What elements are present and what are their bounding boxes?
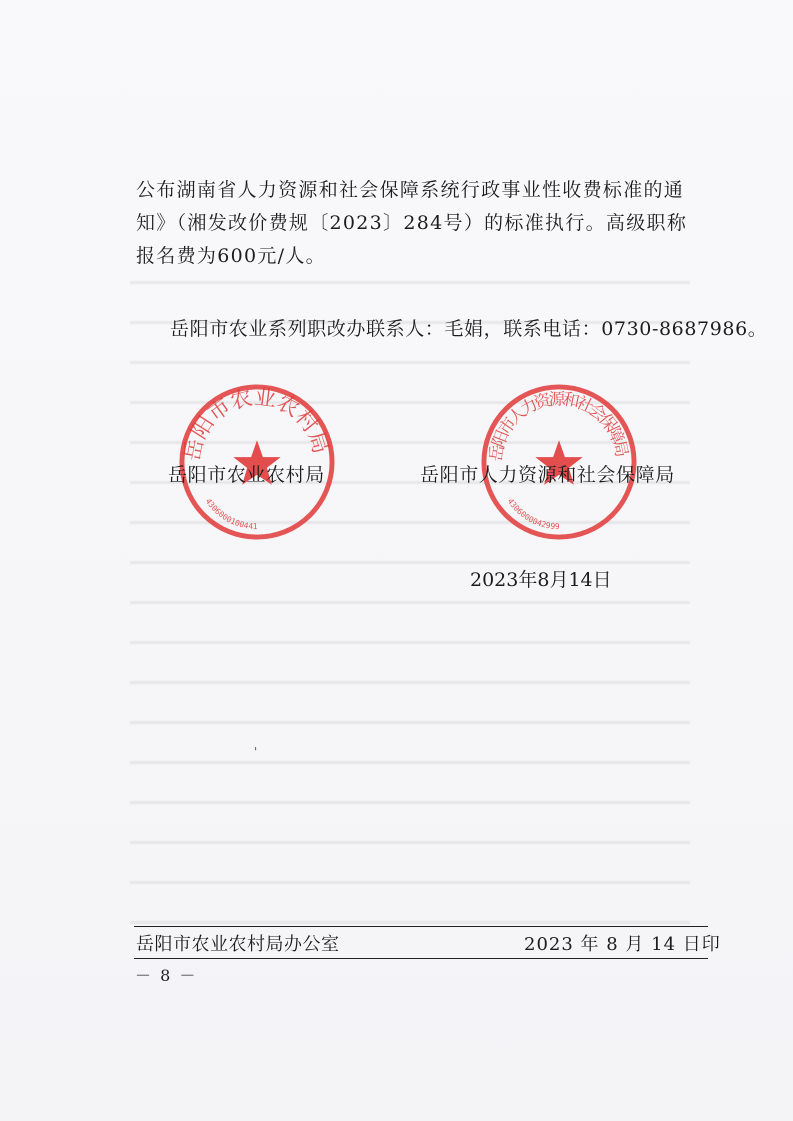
- svg-text:4306000042999: [506, 497, 560, 531]
- right-seal-number: 4306000042999: [505, 496, 560, 532]
- svg-text:4306000100441: [204, 497, 258, 531]
- body-paragraph: 公布湖南省人力资源和社会保障系统行政事业性收费标准的通知》（湘发改价费规〔2023〕284号）的标准执行。高级职称报名费为600元/人。: [136, 179, 688, 267]
- footer-print-date: 2023 年 8 月 14 日印: [524, 934, 721, 955]
- reverse-side-bleed: [130, 255, 690, 955]
- page-number: － 8 －: [135, 966, 198, 985]
- issue-date: 2023年8月14日: [470, 569, 612, 591]
- left-seal-number: 4306000100441: [203, 496, 258, 532]
- footer-rule-bottom: [134, 958, 708, 959]
- signatory-right: 岳阳市人力资源和社会保障局: [420, 464, 675, 486]
- footer-rule-top: [134, 926, 708, 927]
- contact-line: 岳阳市农业系列职改办联系人：毛娟，联系电话：0730-8687986。: [170, 318, 768, 340]
- signatory-left: 岳阳市农业农村局: [168, 464, 325, 486]
- right-seal-text: 岳阳市人力资源和社会保障局: [485, 388, 633, 463]
- stray-mark: ': [254, 745, 258, 759]
- footer-issuer: 岳阳市农业农村局办公室: [136, 934, 340, 955]
- left-seal-text: 岳阳市农业农村局: [180, 384, 333, 463]
